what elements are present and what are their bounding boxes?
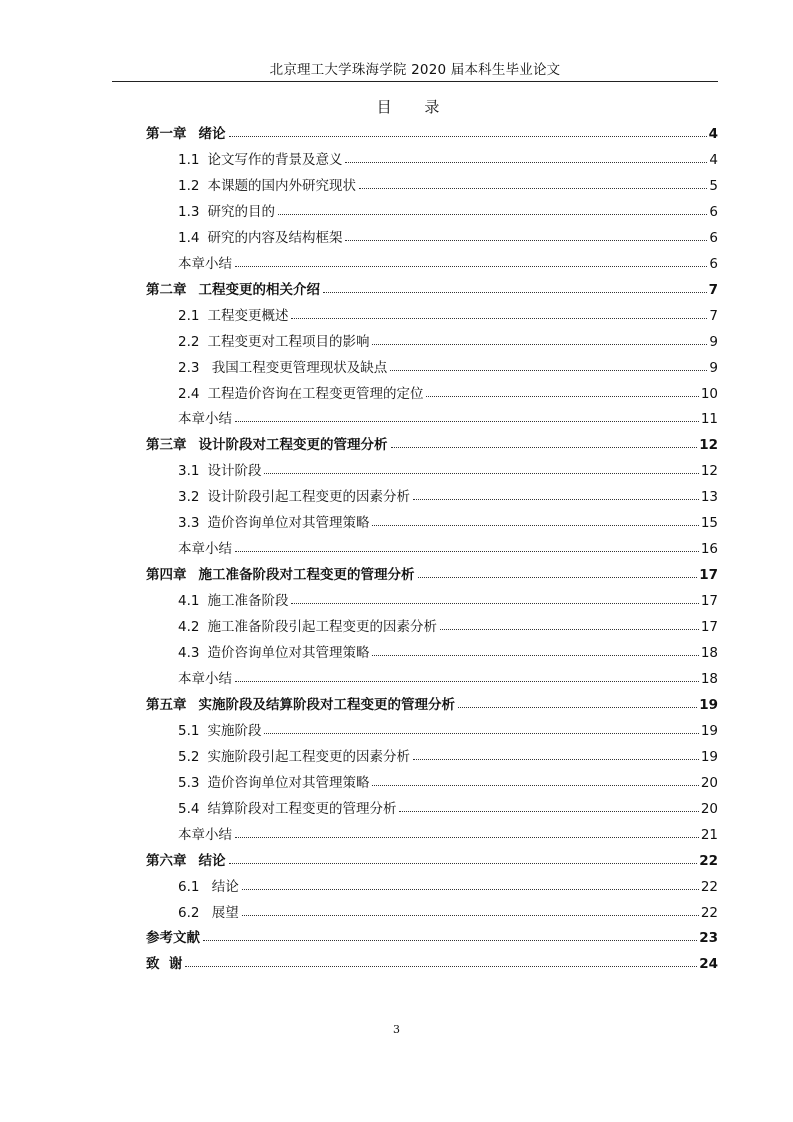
toc-entry-page: 19 <box>700 748 718 765</box>
toc-dot-leader <box>390 370 707 371</box>
toc-dot-leader <box>440 629 699 630</box>
toc-entry-label: 工程变更的相关介绍 <box>198 281 320 298</box>
toc-entry-page: 13 <box>700 489 718 506</box>
toc-entry-label: 施工准备阶段 <box>207 593 289 610</box>
toc-summary-entry[interactable] <box>178 537 718 557</box>
toc-entry-page: 4 <box>709 151 718 168</box>
toc-dot-leader <box>372 785 698 786</box>
toc-entry-page: 6 <box>709 255 718 272</box>
toc-dot-leader <box>235 551 699 552</box>
toc-entry-page: 20 <box>700 774 718 791</box>
toc-dot-leader <box>372 525 698 526</box>
toc-entry-label: 研究的内容及结构框架 <box>207 229 343 246</box>
toc-entry-page: 10 <box>700 385 718 402</box>
toc-dot-leader <box>242 889 699 890</box>
toc-entry-page: 17 <box>700 593 718 610</box>
toc-entry-number: 第三章 <box>146 437 187 454</box>
toc-dot-leader <box>291 318 707 319</box>
toc-entry-label: 致 谢 <box>146 956 183 973</box>
toc-entry-label: 工程变更对工程项目的影响 <box>207 333 370 350</box>
toc-entry-page: 16 <box>700 541 718 558</box>
toc-chapter-entry[interactable] <box>146 563 718 583</box>
toc-entry-page: 22 <box>699 852 718 869</box>
toc-entry-page: 9 <box>709 333 718 350</box>
toc-entry-page: 4 <box>708 126 718 142</box>
toc-dot-leader <box>291 603 698 604</box>
toc-entry-number: 1.3 <box>178 203 200 220</box>
toc-entry-number: 5.2 <box>178 748 200 765</box>
toc-entry-page: 18 <box>700 645 718 661</box>
toc-dot-leader <box>235 681 699 682</box>
toc-entry-page: 9 <box>709 359 718 376</box>
toc-section-entry[interactable] <box>178 200 718 220</box>
toc-entry-page: 6 <box>709 203 718 220</box>
toc-entry-page: 6 <box>709 229 718 246</box>
toc-section-entry[interactable] <box>178 901 718 921</box>
page-number: 3 <box>393 1023 400 1036</box>
toc-section-entry[interactable] <box>178 459 718 479</box>
toc-section-entry[interactable] <box>178 304 718 324</box>
toc-entry-label: 展望 <box>207 904 239 921</box>
toc-entry-number: 3.1 <box>178 463 200 480</box>
toc-chapter-entry[interactable] <box>146 278 718 298</box>
toc-dot-leader <box>359 188 707 189</box>
header-divider <box>112 81 718 82</box>
toc-dot-leader <box>229 863 698 864</box>
toc-section-entry[interactable] <box>178 615 718 635</box>
toc-dot-leader <box>418 577 698 578</box>
toc-section-entry[interactable] <box>178 148 718 168</box>
toc-entry-page: 19 <box>699 696 718 713</box>
toc-dot-leader <box>413 759 699 760</box>
toc-entry-page: 21 <box>700 826 718 843</box>
toc-entry-page: 22 <box>700 904 718 921</box>
toc-dot-leader <box>323 292 707 293</box>
toc-dot-leader <box>345 162 707 163</box>
toc-title: 目 录 <box>376 98 454 116</box>
toc-entry-label: 本章小结 <box>178 411 232 428</box>
toc-summary-entry[interactable] <box>178 252 718 272</box>
toc-entry-page: 24 <box>699 956 718 973</box>
toc-chapter-entry[interactable] <box>146 849 718 869</box>
toc-entry-number: 3.2 <box>178 489 200 506</box>
toc-entry-label: 结论 <box>198 852 226 869</box>
toc-entry-number: 第一章 <box>146 126 187 142</box>
toc-entry-label: 结论 <box>207 878 239 895</box>
toc-entry-label: 造价咨询单位对其管理策略 <box>207 645 370 661</box>
toc-entry-label: 实施阶段引起工程变更的因素分析 <box>207 748 410 765</box>
toc-section-entry[interactable] <box>178 226 718 246</box>
toc-entry-label: 本章小结 <box>178 541 232 558</box>
toc-section-entry[interactable] <box>178 771 718 791</box>
toc-dot-leader <box>372 655 698 656</box>
toc-dot-leader <box>235 421 699 422</box>
toc-section-entry[interactable] <box>178 745 718 765</box>
toc-entry-page: 17 <box>699 567 718 584</box>
toc-dot-leader <box>458 707 697 708</box>
toc-dot-leader <box>399 811 698 812</box>
toc-entry-label: 结算阶段对工程变更的管理分析 <box>207 800 397 817</box>
toc-entry-number: 6.2 <box>178 904 200 921</box>
toc-section-entry[interactable] <box>178 382 718 402</box>
toc-section-entry[interactable] <box>178 875 718 895</box>
toc-entry-page: 19 <box>700 722 718 739</box>
toc-section-entry[interactable] <box>178 511 718 531</box>
toc-entry-label: 造价咨询单位对其管理策略 <box>207 515 370 532</box>
toc-entry-number: 2.4 <box>178 385 200 402</box>
toc-entry-label: 本课题的国内外研究现状 <box>207 177 356 194</box>
toc-entry-number: 4.1 <box>178 593 200 610</box>
toc-chapter-entry[interactable] <box>146 693 718 713</box>
toc-entry-number: 2.3 <box>178 359 200 376</box>
toc-entry-number: 4.2 <box>178 619 200 636</box>
toc-summary-entry[interactable] <box>178 407 718 427</box>
toc-entry-number: 3.3 <box>178 515 200 532</box>
toc-dot-leader <box>413 499 699 500</box>
toc-entry-label: 设计阶段 <box>207 463 262 480</box>
toc-section-entry[interactable] <box>178 174 718 194</box>
toc-entry-page: 12 <box>700 463 718 480</box>
toc-entry-number: 第六章 <box>146 852 187 869</box>
toc-entry-page: 17 <box>700 619 718 636</box>
toc-entry-number: 第四章 <box>146 567 187 584</box>
toc-entry-number: 5.4 <box>178 800 200 817</box>
toc-dot-leader <box>426 396 698 397</box>
toc-entry-label: 设计阶段引起工程变更的因素分析 <box>207 489 410 506</box>
toc-entry-number: 2.1 <box>178 307 200 324</box>
toc-entry-label: 施工准备阶段对工程变更的管理分析 <box>198 567 415 584</box>
toc-dot-leader <box>345 240 707 241</box>
toc-entry-number: 1.4 <box>178 229 200 246</box>
toc-dot-leader <box>229 136 707 137</box>
toc-entry-number: 5.1 <box>178 722 200 739</box>
toc-entry-page: 23 <box>699 930 718 947</box>
toc-entry-label: 工程造价咨询在工程变更管理的定位 <box>207 385 424 402</box>
toc-section-entry[interactable] <box>178 719 718 739</box>
toc-entry-label: 绪论 <box>198 126 226 142</box>
toc-section-entry[interactable] <box>178 356 718 376</box>
toc-entry-label: 本章小结 <box>178 255 232 272</box>
toc-section-entry[interactable] <box>178 797 718 817</box>
toc-entry-label: 施工准备阶段引起工程变更的因素分析 <box>207 619 437 636</box>
toc-dot-leader <box>235 266 707 267</box>
toc-entry-label: 工程变更概述 <box>207 307 289 324</box>
toc-dot-leader <box>372 344 707 345</box>
toc-entry-page: 7 <box>708 281 718 298</box>
toc-dot-leader <box>235 837 699 838</box>
toc-entry-page: 12 <box>699 437 718 454</box>
toc-entry-page: 20 <box>700 800 718 817</box>
toc-dot-leader <box>242 915 699 916</box>
toc-section-entry[interactable] <box>178 485 718 505</box>
toc-dot-leader <box>264 733 698 734</box>
toc-entry-page: 18 <box>700 670 718 687</box>
toc-dot-leader <box>264 473 698 474</box>
toc-section-entry[interactable] <box>178 641 718 661</box>
toc-entry-label: 实施阶段 <box>207 722 262 739</box>
toc-entry-label: 我国工程变更管理现状及缺点 <box>207 359 388 376</box>
toc-entry-label: 参考文献 <box>146 930 200 947</box>
toc-entry-number: 第五章 <box>146 696 187 713</box>
toc-entry-number: 6.1 <box>178 878 200 895</box>
toc-entry-number: 第二章 <box>146 281 187 298</box>
toc-dot-leader <box>278 214 707 215</box>
toc-entry-page: 7 <box>709 307 718 324</box>
toc-dot-leader <box>391 447 698 448</box>
toc-entry-label: 研究的目的 <box>207 203 275 220</box>
toc-section-entry[interactable] <box>178 589 718 609</box>
toc-entry-label: 论文写作的背景及意义 <box>207 151 343 168</box>
toc-summary-entry[interactable] <box>178 823 718 843</box>
toc-chapter-entry[interactable] <box>146 122 718 142</box>
toc-section-entry[interactable] <box>178 330 718 350</box>
toc-entry-page: 11 <box>700 411 718 428</box>
toc-chapter-entry[interactable] <box>146 433 718 453</box>
toc-entry-label: 本章小结 <box>178 826 232 843</box>
toc-entry-number: 1.1 <box>178 151 200 168</box>
toc-entry-page: 22 <box>700 878 718 895</box>
toc-entry-number: 5.3 <box>178 774 200 791</box>
running-header: 北京理工大学珠海学院 2020 届本科生毕业论文 <box>269 62 561 78</box>
toc-entry-label: 实施阶段及结算阶段对工程变更的管理分析 <box>198 696 455 713</box>
toc-summary-entry[interactable] <box>178 667 718 687</box>
toc-dot-leader <box>185 966 697 967</box>
toc-entry-number: 4.3 <box>178 645 200 661</box>
toc-chapter-entry[interactable] <box>146 952 718 972</box>
toc-entry-label: 本章小结 <box>178 670 232 687</box>
toc-entry-label: 设计阶段对工程变更的管理分析 <box>198 437 388 454</box>
toc-entry-page: 5 <box>709 177 718 194</box>
toc-chapter-entry[interactable] <box>146 926 718 946</box>
toc-entry-number: 2.2 <box>178 333 200 350</box>
toc-entry-label: 造价咨询单位对其管理策略 <box>207 774 370 791</box>
toc-entry-page: 15 <box>700 515 718 532</box>
toc-dot-leader <box>203 940 697 941</box>
toc-entry-number: 1.2 <box>178 177 200 194</box>
